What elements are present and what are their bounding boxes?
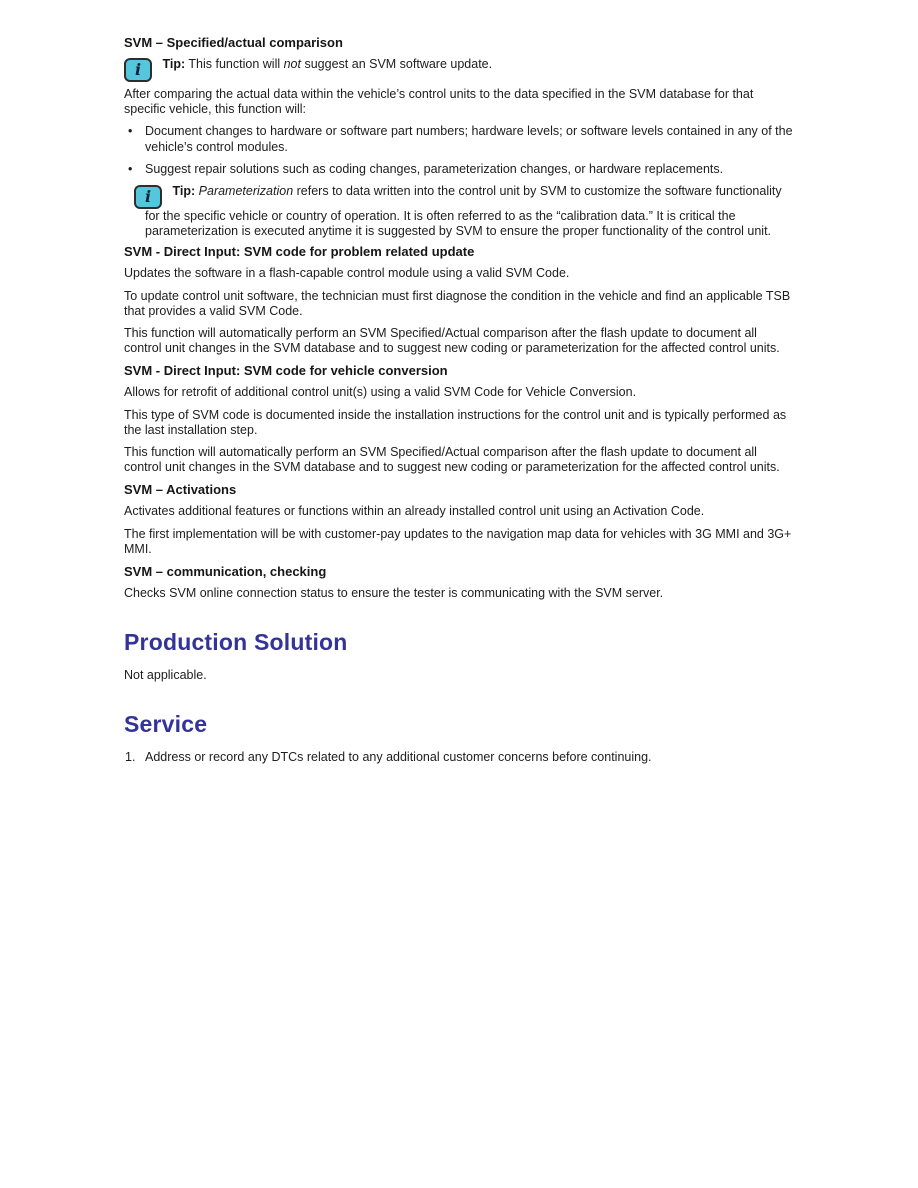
info-tip-icon-glyph: i — [134, 60, 142, 79]
step-text: Address or record any DTCs related to any additional customer concerns before continuing. — [145, 750, 652, 765]
info-tip-icon — [124, 58, 152, 82]
tip-text-post: refers to data written into the control unit by SVM to customize the software functionality for the specific vehicle or country of operation. It is often referred to as the “calibration data.” It is critical the parameterization is executed anytime it is suggested by SVM to ensure the proper functionality of the control unit. — [145, 184, 782, 239]
bullet-item-document-changes — [124, 124, 796, 154]
paragraph-first-implementation: The first implementation will be with customer-pay updates to the navigation map data for vehicles with 3G MMI and 3G+ MMI. — [124, 526, 792, 556]
heading-svm-vehicle-conversion: SVM - Direct Input: SVM code for vehicle conversion — [124, 363, 448, 379]
paragraph-to-update: To update control unit software, the technician must first diagnose the condition in the vehicle and find an applicable TSB that provides a valid SVM Code. — [124, 288, 791, 318]
paragraph-this-type: This type of SVM code is documented inside the installation instructions for the control unit and is typically performed as the last installation step. — [124, 407, 787, 437]
section-heading-production-solution: Production Solution — [124, 629, 348, 656]
heading-svm-specified-actual-comparison: SVM – Specified/actual comparison — [124, 35, 343, 50]
info-tip-icon — [134, 185, 162, 209]
tip-label: Tip: — [172, 184, 196, 199]
section-heading-service: Service — [124, 711, 208, 738]
paragraph-allows-retrofit: Allows for retrofit of additional control unit(s) using a valid SVM Code for Vehicle Conversion. — [124, 385, 637, 400]
paragraph-auto-comparison-1: This function will automatically perform an SVM Specified/Actual comparison after the flash update to document all control unit changes in the SVM database and to suggest new coding or parameterization for the affected control units. — [124, 326, 780, 356]
tip-note-parameterization — [145, 184, 796, 239]
tip-text-post: suggest an SVM software update. — [304, 57, 493, 71]
heading-svm-activations: SVM – Activations — [124, 482, 237, 498]
tip-text-pre: This function will — [188, 57, 281, 71]
bullet-marker-icon: • — [128, 124, 133, 139]
bullet-marker-icon: • — [128, 161, 133, 176]
step-number: 1. — [125, 750, 136, 765]
info-tip-icon-glyph: i — [144, 187, 152, 207]
paragraph-not-applicable: Not applicable. — [124, 668, 207, 683]
bullet-text: Suggest repair solutions such as coding changes, parameterization changes, or hardware replacements. — [145, 161, 724, 176]
tip-text-emphasis: not — [283, 57, 301, 71]
paragraph-auto-comparison-2: This function will automatically perform an SVM Specified/Actual comparison after the flash update to document all control unit changes in the SVM database and to suggest new coding or parameterization for the affected control units. — [124, 445, 780, 475]
tip-note-software-update — [124, 57, 796, 82]
bullet-item-suggest-repair — [124, 162, 796, 177]
paragraph-activates-features: Activates additional features or functions within an already installed control unit using an Activation Code. — [124, 504, 705, 519]
paragraph-updates-software: Updates the software in a flash-capable control module using a valid SVM Code. — [124, 266, 570, 281]
tip-label: Tip: — [162, 57, 186, 71]
paragraph-after-comparing: After comparing the actual data within the vehicle’s control units to the data specified in the SVM database for that specific vehicle, this function will: — [124, 87, 754, 117]
service-step-1 — [124, 750, 796, 765]
heading-svm-communication-checking: SVM – communication, checking — [124, 564, 327, 580]
bullet-text: Document changes to hardware or software part numbers; hardware levels; or software levels contained in any of the vehicle’s control modules. — [145, 124, 793, 154]
heading-svm-problem-related-update: SVM - Direct Input: SVM code for problem related update — [124, 244, 475, 260]
paragraph-checks-svm-online: Checks SVM online connection status to ensure the tester is communicating with the SVM server. — [124, 586, 664, 601]
tip-text-emphasis: Parameterization — [198, 184, 294, 199]
